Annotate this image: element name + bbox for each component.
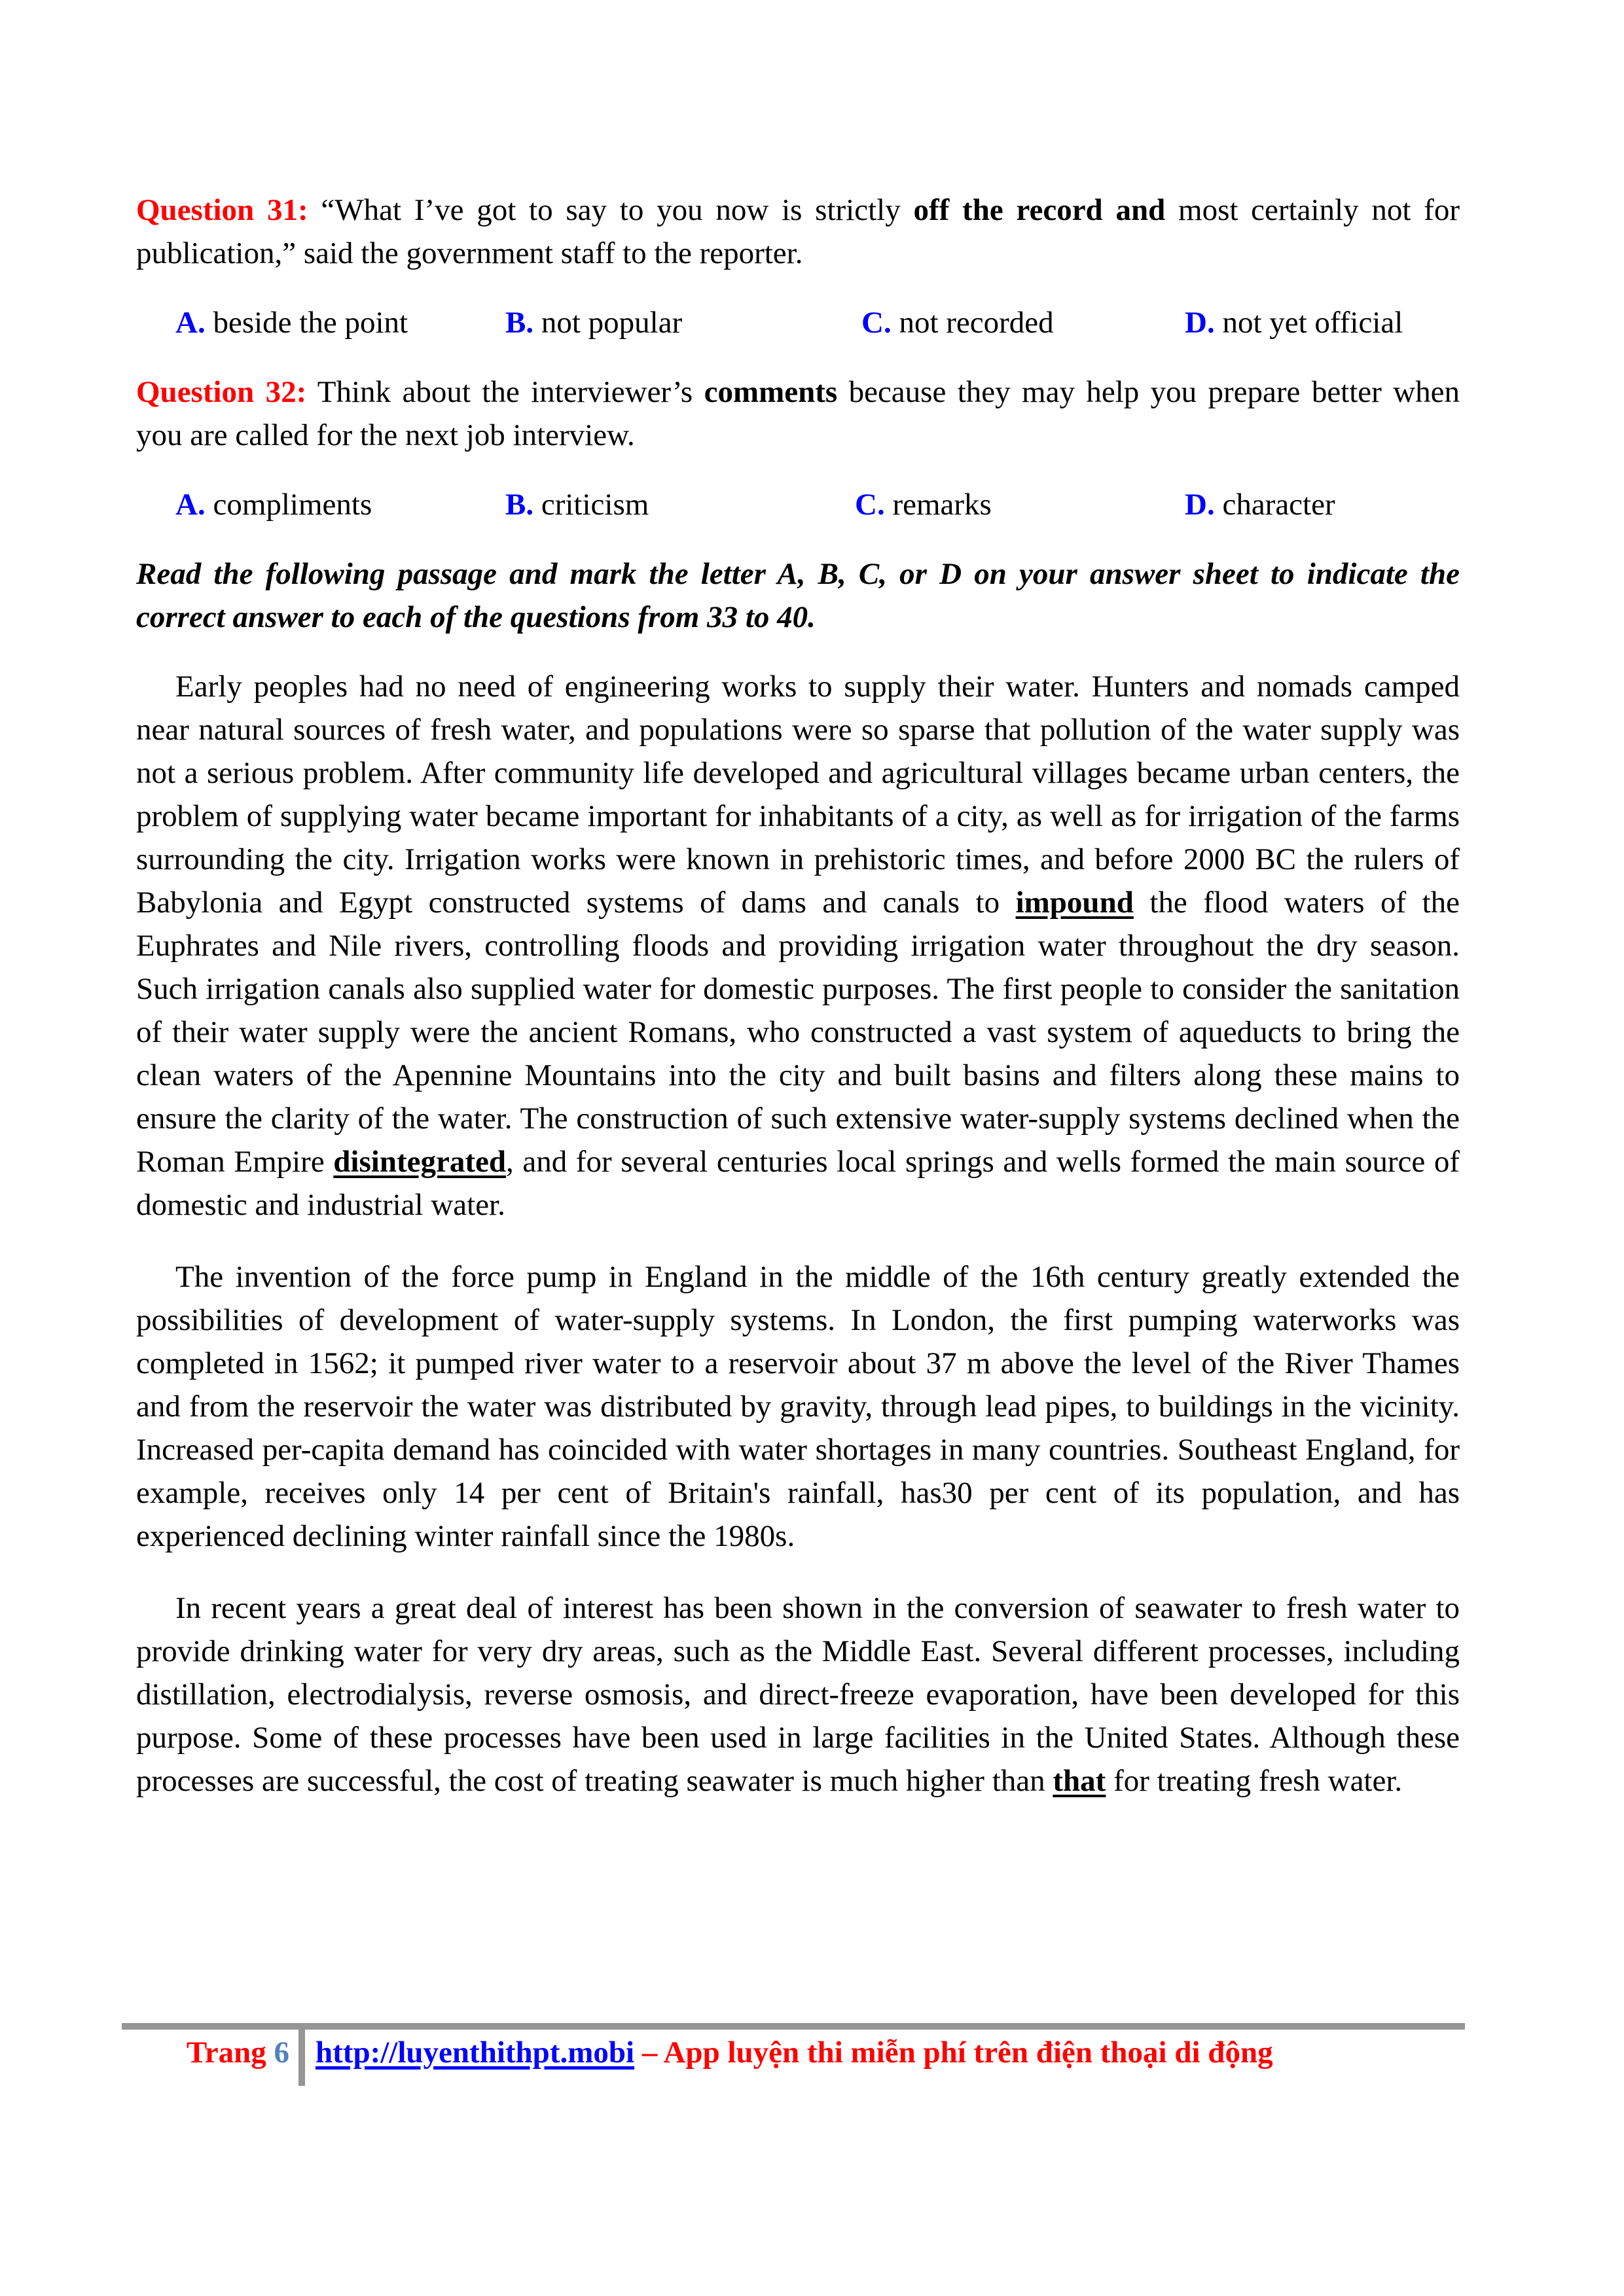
- option-a[interactable]: A. beside the point: [175, 306, 408, 340]
- question-label: Question 31:: [136, 193, 308, 227]
- page-content: [136, 188, 1460, 1831]
- option-d[interactable]: D. not yet official: [1185, 306, 1403, 340]
- option-c[interactable]: C. remarks: [855, 488, 992, 522]
- footer-rule: [122, 2023, 1465, 2030]
- footer-website-link[interactable]: http://luyenthithpt.mobi: [316, 2036, 635, 2070]
- option-a[interactable]: A. compliments: [175, 488, 372, 522]
- passage-paragraph-1: Early peoples had no need of engineering works to supply their water. Hunters and nomads camped near natural sources of fresh water, and populations were so sparse that pollution of the water supply was not a serious problem. After community life developed and agricultural villages became urban centers, the problem of supplying water became important for inhabitants of a city, as well as for irrigation of the farms surrounding the city. Irrigation works were known in prehistoric times, and before 2000 BC the rulers of Babylonia and Egypt constructed systems of dams and canals to impound the flood waters of the Euphrates and Nile rivers, controlling floods and providing irrigation water throughout the dry season. Such irrigation canals also supplied water for domestic purposes. The first people to consider the sanitation of their water supply were the ancient Romans, who constructed a vast system of aqueducts to bring the clean waters of the Apennine Mountains into the city and built basins and filters along these mains to ensure the clarity of the water. The construction of such extensive water-supply systems declined when the Roman Empire disintegrated, and for several centuries local springs and wells formed the main source of domestic and industrial water.: [136, 670, 1460, 1222]
- option-b[interactable]: B. not popular: [505, 306, 683, 340]
- highlighted-word: comments: [704, 375, 838, 409]
- option-b[interactable]: B. criticism: [505, 488, 649, 522]
- highlighted-phrase: off the record and: [913, 193, 1166, 227]
- question-32: [136, 370, 1460, 526]
- answer-options: [136, 483, 1460, 526]
- option-d[interactable]: D. character: [1185, 488, 1335, 522]
- passage-paragraph-3: In recent years a great deal of interest has been shown in the conversion of seawater to fresh water to provide drinking water for very dry areas, such as the Middle East. Several different processes, including distillation, electrodialysis, reverse osmosis, and direct-freeze evaporation, have been developed for this purpose. Some of these processes have been used in large facilities in the United States. Although these processes are successful, the cost of treating seawater is much higher than that for treating fresh water.: [136, 1591, 1460, 1798]
- question-stem: Question 32: Think about the interviewer’s comments because they may help you prepare better when you are called for the next job interview.: [136, 375, 1460, 452]
- page-number: Trang 6: [186, 2036, 289, 2070]
- section-instruction: Read the following passage and mark the letter A, B, C, or D on your answer sheet to indicate the correct answer to each of the questions from 33 to 40.: [136, 557, 1460, 634]
- footer-text: [316, 2033, 1273, 2072]
- option-c[interactable]: C. not recorded: [861, 306, 1054, 340]
- answer-options: [136, 301, 1460, 344]
- footer-divider: [298, 2030, 305, 2086]
- question-31: [136, 188, 1460, 344]
- passage-paragraph-2: The invention of the force pump in England in the middle of the 16th century greatly extended the possibilities of development of water-supply systems. In London, the first pumping waterworks was completed in 1562; it pumped river water to a reservoir about 37 m above the level of the River Thames and from the reservoir the water was distributed by gravity, through lead pipes, to buildings in the vicinity. Increased per-capita demand has coincided with water shortages in many countries. Southeast England, for example, receives only 14 per cent of Britain's rainfall, has30 per cent of its population, and has experienced declining winter rainfall since the 1980s.: [136, 1260, 1460, 1553]
- reading-passage: [136, 665, 1460, 1803]
- underlined-word-impound: impound: [1015, 886, 1134, 920]
- question-stem: Question 31: “What I’ve got to say to you now is strictly off the record and most certainly not for publication,” said the government staff to the reporter.: [136, 193, 1460, 270]
- question-label: Question 32:: [136, 375, 307, 409]
- underlined-word-disintegrated: disintegrated: [333, 1145, 507, 1179]
- footer-tagline: – App luyện thi miễn phí trên điện thoại di động: [634, 2036, 1273, 2070]
- underlined-word-that: that: [1053, 1764, 1106, 1798]
